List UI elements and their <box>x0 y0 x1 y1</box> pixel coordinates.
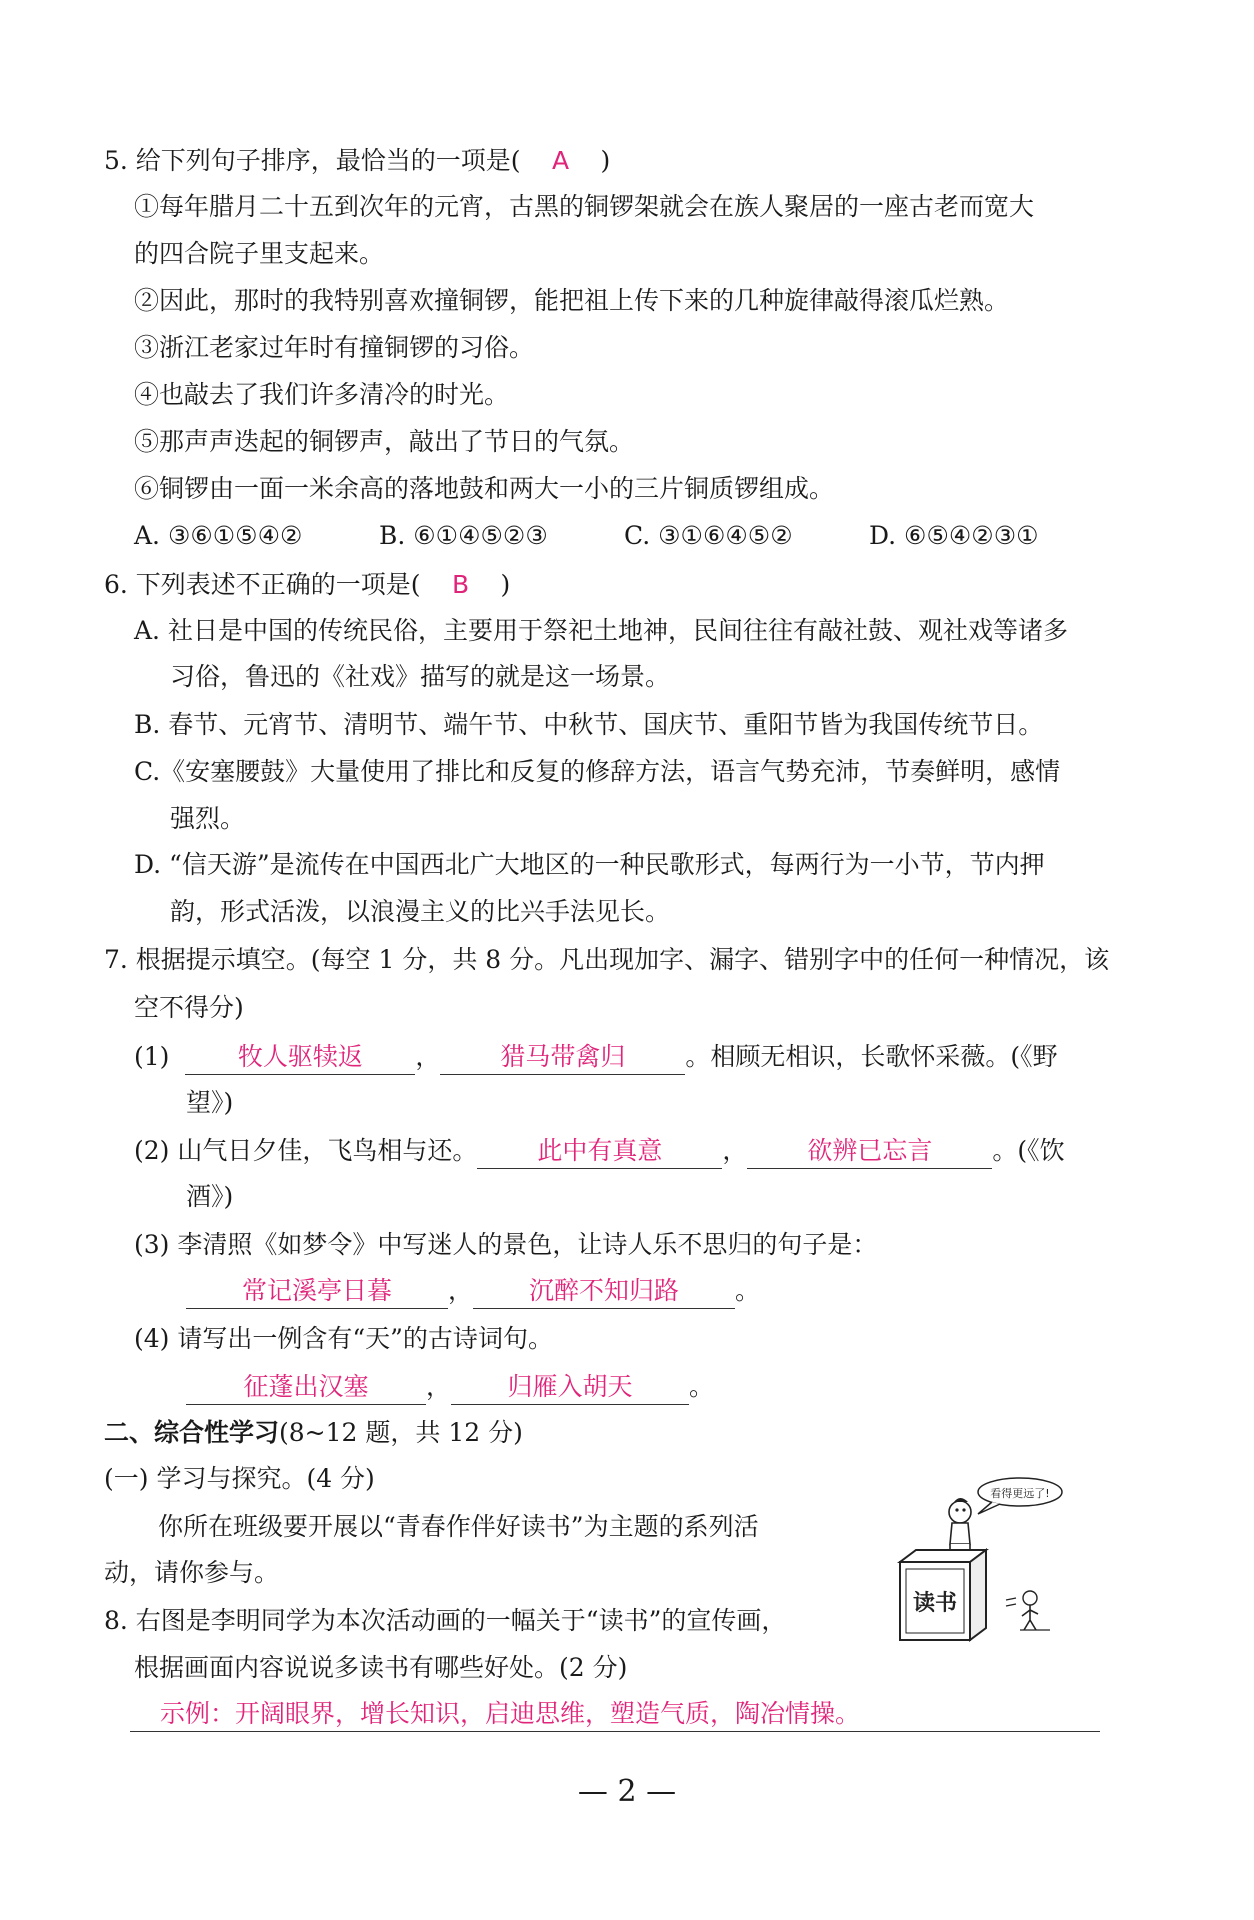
q7-part4-blank2: 归雁入胡天 <box>451 1370 689 1405</box>
q7-part2-source: 酒》) <box>186 1182 234 1211</box>
q7-part3-period: 。 <box>735 1276 761 1305</box>
q6-option-c-line1: C.《安塞腰鼓》大量使用了排比和反复的修辞方法，语言气势充沛，节奏鲜明，感情 <box>134 757 1061 786</box>
q7-part2-tail: 。(《饮 <box>992 1136 1065 1165</box>
q7-part3-blank1: 常记溪亭日暮 <box>186 1274 448 1309</box>
q7-part2 <box>134 1133 1065 1169</box>
q7-part3-text: 李清照《如梦令》中写迷人的景色，让诗人乐不思归的句子是： <box>177 1230 878 1259</box>
q7-part1-blank2: 猎马带禽归 <box>440 1040 685 1075</box>
q7-part2-head: 山气日夕佳，飞鸟相与还。 <box>177 1136 478 1165</box>
reading-poster-illustration <box>880 1470 1100 1650</box>
q7-part1-num: (1) <box>134 1042 170 1071</box>
q7-part4-num: (4) <box>134 1324 170 1353</box>
section2-score: (8~12 题，共 12 分) <box>279 1418 523 1447</box>
section2-subheading: (一) 学习与探究。(4 分) <box>104 1464 375 1493</box>
q5-sentence-1a: ①每年腊月二十五到次年的元宵，古黑的铜锣架就会在族人聚居的一座古老而宽大 <box>134 192 1035 221</box>
q7-part1 <box>134 1039 1058 1075</box>
q6-option-d-line1: D. “信天游”是流传在中国西北广大地区的一种民歌形式，每两行为一小节，节内押 <box>134 850 1045 879</box>
q5-sentence-3: ③浙江老家过年时有撞铜锣的习俗。 <box>134 333 535 362</box>
q6-option-c-line2: 强烈。 <box>170 804 246 833</box>
q7-part4-blank1: 征蓬出汉塞 <box>186 1370 426 1405</box>
q5-stem-text: 5. 给下列句子排序，最恰当的一项是( <box>104 146 521 175</box>
q6-answer: B <box>451 570 470 599</box>
q7-stem-line1: 7. 根据提示填空。(每空 1 分，共 8 分。凡出现加字、漏字、错别字中的任何一种情况，该 <box>104 945 1110 974</box>
q7-part4 <box>134 1321 553 1357</box>
person-head <box>949 1501 971 1523</box>
q7-part1-comma: ， <box>415 1042 441 1071</box>
q7-part2-blank1: 此中有真意 <box>477 1134 722 1169</box>
q6-option-d-line2: 韵，形式活泼，以浪漫主义的比兴手法见长。 <box>170 897 671 926</box>
q7-part2-blank2: 欲辨已忘言 <box>747 1134 992 1169</box>
q5-option-b: B. ⑥①④⑤②③ <box>379 521 548 550</box>
q5-stem <box>104 143 610 179</box>
q7-part4-comma: ， <box>426 1372 452 1401</box>
q7-part1-source: 望》) <box>186 1088 234 1117</box>
q7-part3 <box>134 1227 877 1263</box>
speech-bubble-text: 看得更远了! <box>990 1487 1050 1500</box>
q7-part3-comma: ， <box>448 1276 474 1305</box>
q5-sentence-4: ④也敲去了我们许多清冷的时光。 <box>134 380 510 409</box>
q7-part1-blank1: 牧人驱犊返 <box>185 1040 415 1075</box>
section2-heading <box>104 1415 523 1451</box>
q7-part4-period: 。 <box>689 1372 715 1401</box>
section2-title: 二、综合性学习 <box>104 1418 280 1447</box>
q5-sentence-5: ⑤那声声迭起的铜锣声，敲出了节日的气氛。 <box>134 427 635 456</box>
q6-option-a-line1: A. 社日是中国的传统民俗，主要用于祭祀土地神，民间往往有敲社鼓、观社戏等诸多 <box>134 616 1068 645</box>
q5-option-d: D. ⑥⑤④②③① <box>869 521 1039 550</box>
q6-option-a-line2: 习俗，鲁迅的《社戏》描写的就是这一场景。 <box>170 662 671 691</box>
q7-part2-comma: ， <box>722 1136 748 1165</box>
q7-part3-answers <box>186 1273 760 1309</box>
q6-close: ) <box>500 570 511 599</box>
small-figure-head <box>1023 1591 1037 1605</box>
q5-sentence-2: ②因此，那时的我特别喜欢撞铜锣，能把祖上传下来的几种旋律敲得滚瓜烂熟。 <box>134 286 1010 315</box>
q6-option-b: B. 春节、元宵节、清明节、端午节、中秋节、国庆节、重阳节皆为我国传统节日。 <box>134 710 1044 739</box>
page-number: — 2 — <box>577 1774 677 1809</box>
section2-intro-line2: 动，请你参与。 <box>104 1558 280 1587</box>
q5-close: ) <box>600 146 611 175</box>
q8-answer-line <box>130 1731 1100 1732</box>
q7-part3-blank2: 沉醉不知归路 <box>473 1274 735 1309</box>
q7-part4-text: 请写出一例含有“天”的古诗词句。 <box>177 1324 553 1353</box>
q5-sentence-1b: 的四合院子里支起来。 <box>134 239 385 268</box>
q7-part3-num: (3) <box>134 1230 170 1259</box>
q5-sentence-6: ⑥铜锣由一面一米余高的落地鼓和两大一小的三片铜质锣组成。 <box>134 474 835 503</box>
q8-stem-line1: 8. 右图是李明同学为本次活动画的一幅关于“读书”的宣传画， <box>104 1606 787 1635</box>
q7-part2-num: (2) <box>134 1136 170 1165</box>
q7-stem-line2: 空不得分) <box>134 993 244 1022</box>
q8-stem-line2: 根据画面内容说说多读书有哪些好处。(2 分) <box>134 1653 628 1682</box>
q5-option-a: A. ③⑥①⑤④② <box>134 521 303 550</box>
q6-stem-text: 6. 下列表述不正确的一项是( <box>104 570 421 599</box>
section2-intro-line1: 你所在班级要开展以“青春作伴好读书”为主题的系列活 <box>158 1512 759 1541</box>
q6-stem <box>104 567 510 603</box>
book-label: 读书 <box>912 1591 958 1616</box>
q7-part1-tail: 。相顾无相识，长歌怀采薇。(《野 <box>685 1042 1058 1071</box>
q7-part4-answers <box>186 1369 714 1405</box>
q5-options <box>134 518 1039 554</box>
q5-answer: A <box>551 146 570 175</box>
q5-option-c: C. ③①⑥④⑤② <box>624 521 793 550</box>
q8-answer: 示例：开阔眼界，增长知识，启迪思维，塑造气质，陶冶情操。 <box>160 1699 861 1728</box>
